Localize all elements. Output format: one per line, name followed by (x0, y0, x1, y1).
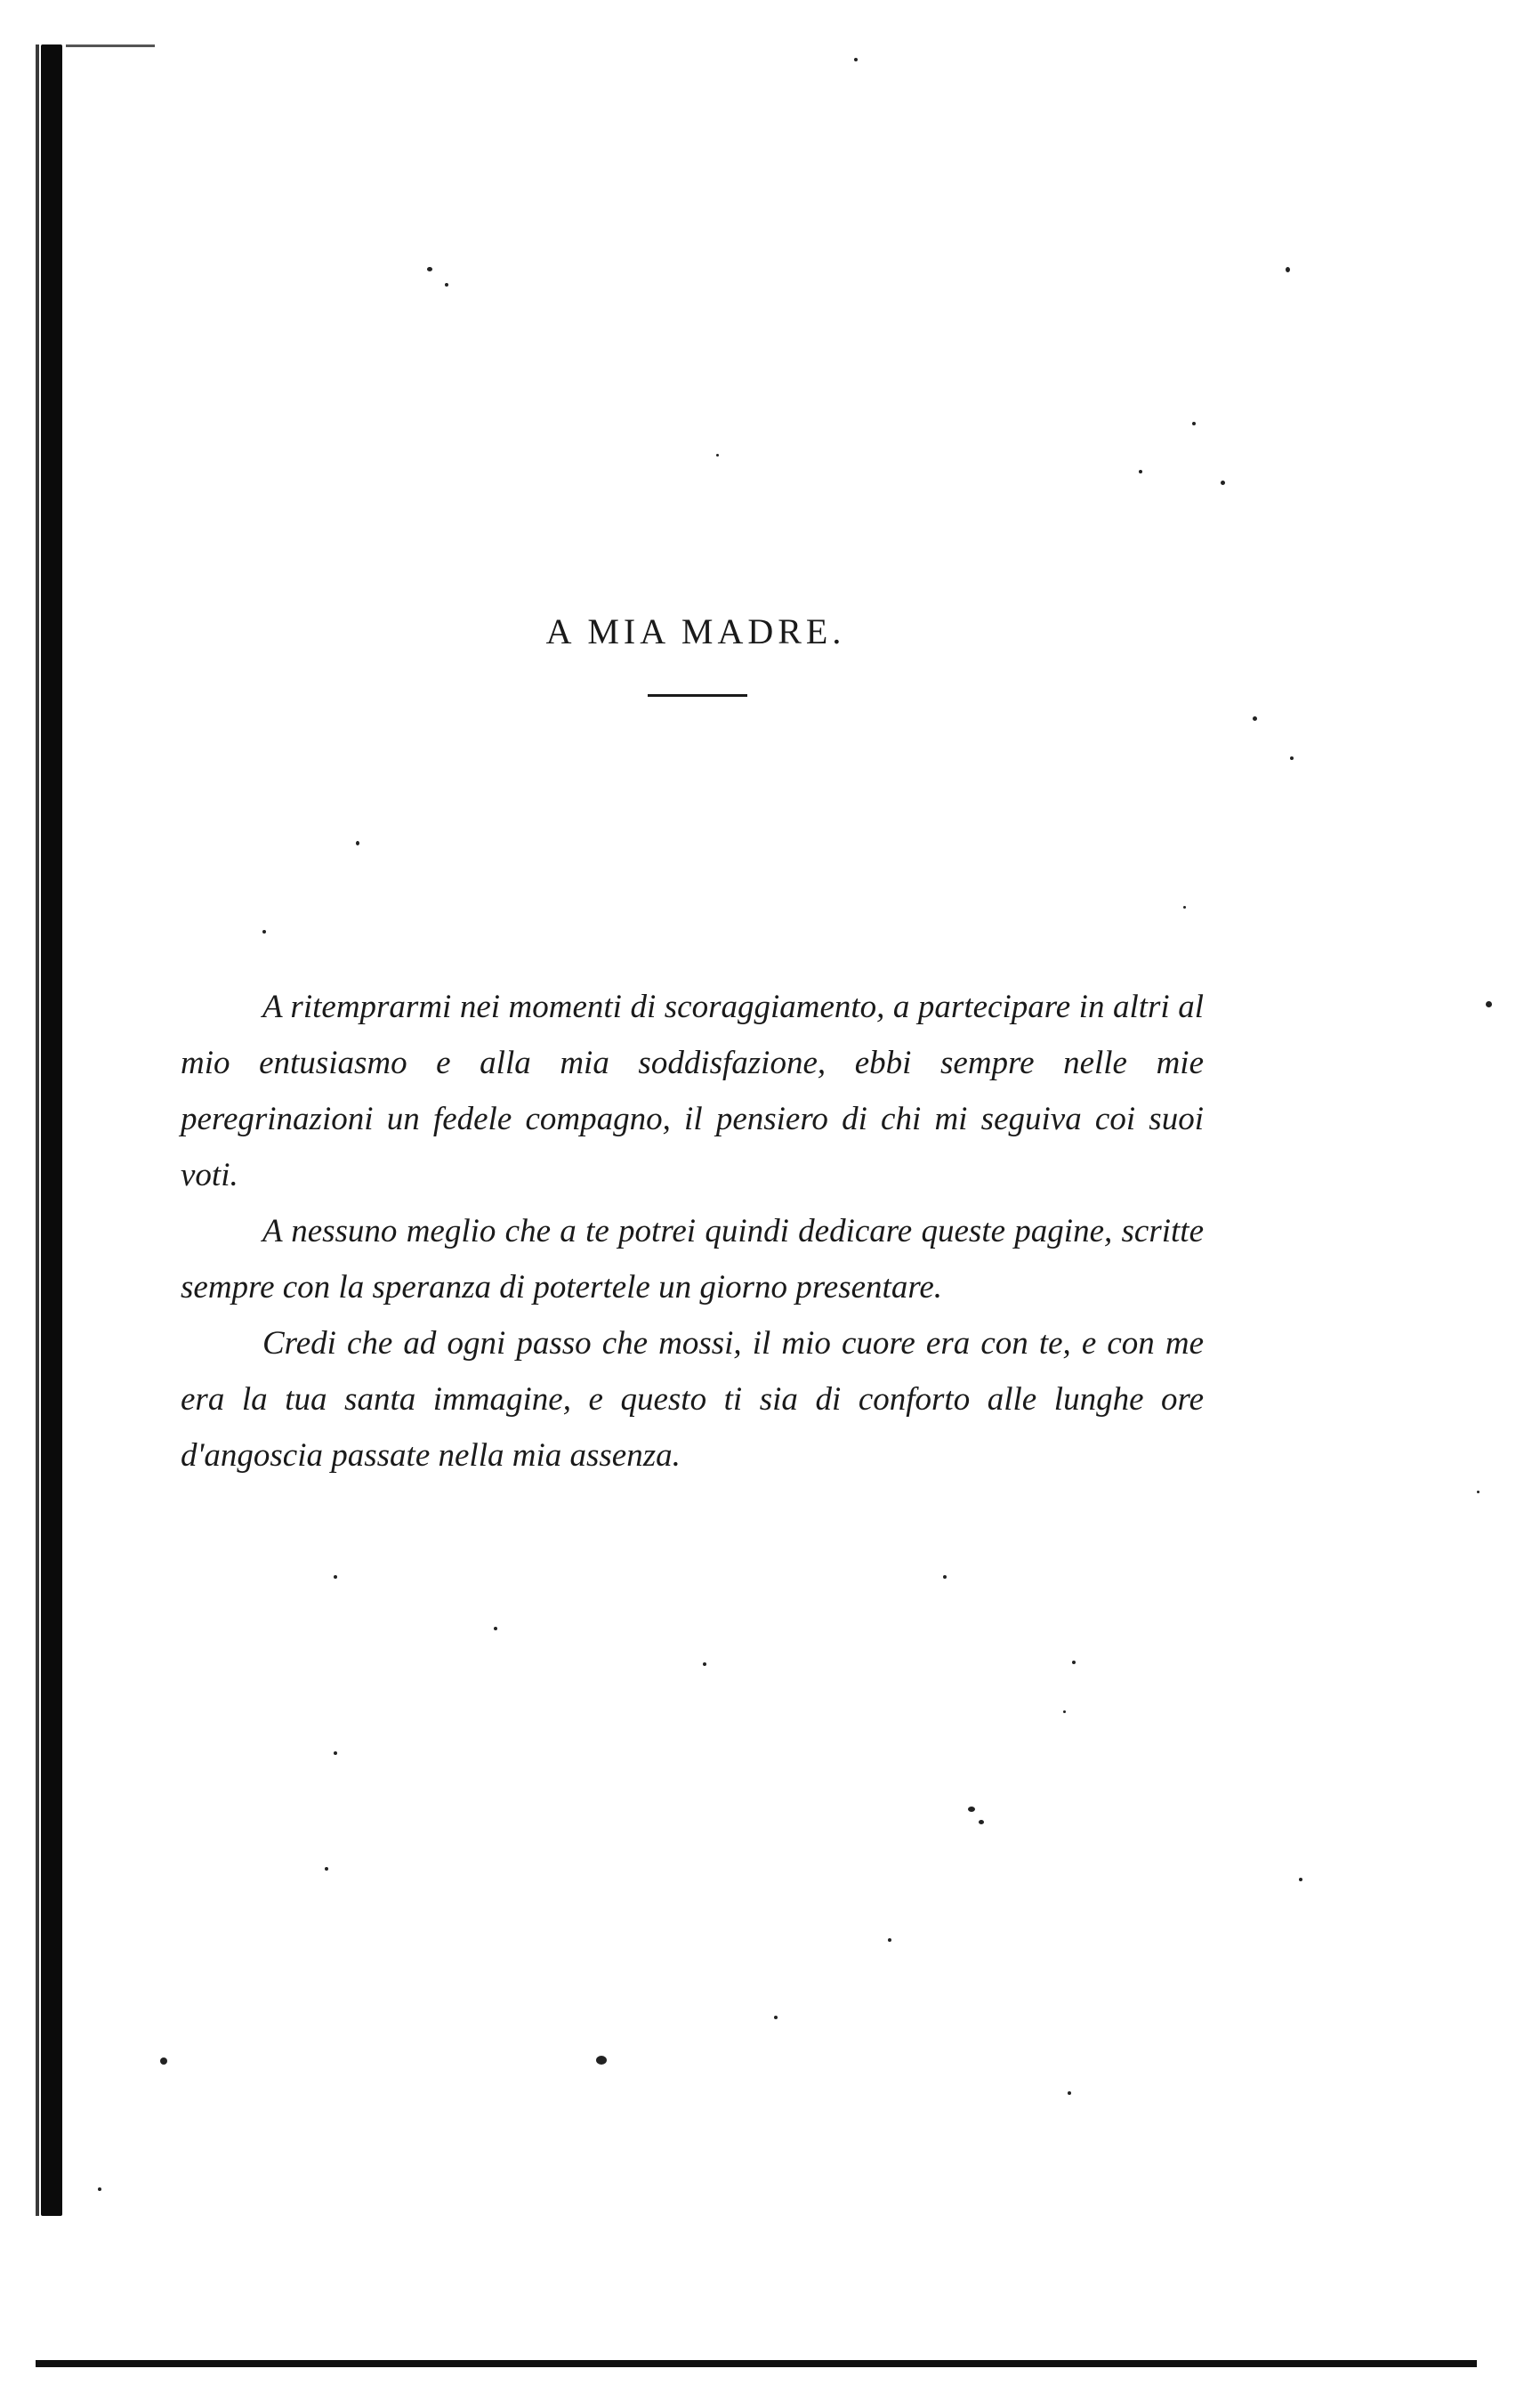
dedication-body (181, 979, 1204, 1483)
title-divider (648, 694, 747, 697)
dedication-paragraph-1: A ritemprarmi nei momenti di scoraggiamento, a partecipare in altri al mio entusiasmo e alla mia soddisfazione, ebbi sempre nelle mie peregrinazioni un fedele compagno, il pensiero di chi mi seguiva coi suoi voti. (181, 989, 1204, 1193)
bottom-edge-rule (36, 2360, 1477, 2367)
dedication-title: A MIA MADRE. (545, 611, 846, 651)
dedication-paragraph-2: A nessuno meglio che a te potrei quindi dedicare queste pagine, scritte sempre con la speranza di potertele un giorno presentare. (181, 1213, 1204, 1306)
top-edge-mark (66, 44, 155, 47)
binding-shadow (36, 44, 39, 2216)
binding-edge (41, 44, 62, 2216)
dedication-paragraph-3: Credi che ad ogni passo che mossi, il mio cuore era con te, e con me era la tua santa immagine, e questo ti sia di conforto alle lunghe ore d'angoscia passate nella mia assenza. (181, 1325, 1204, 1474)
